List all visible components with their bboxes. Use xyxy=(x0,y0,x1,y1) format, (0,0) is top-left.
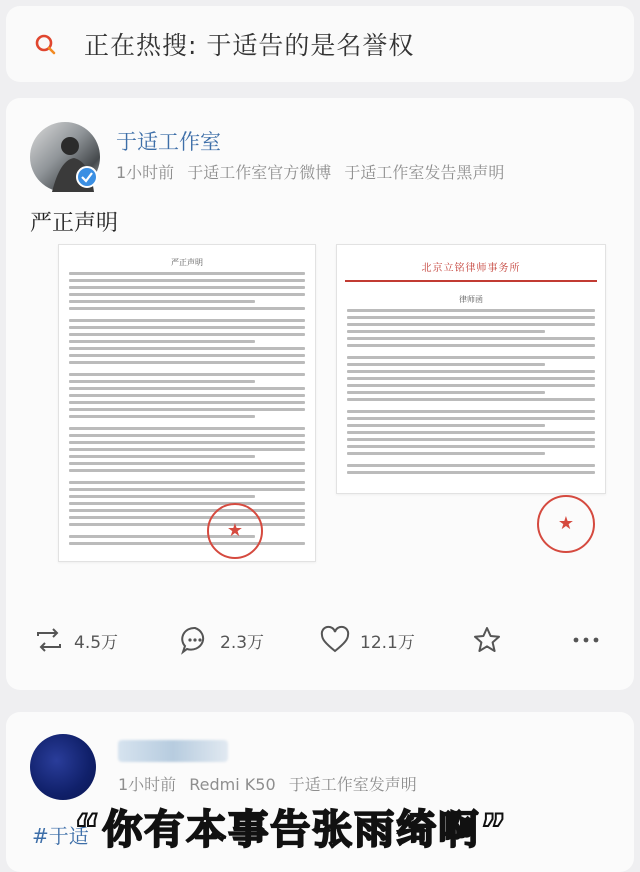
document-text-line xyxy=(69,279,305,282)
law-firm-name: 北京立铭律师事务所 xyxy=(421,263,521,274)
document-text-line xyxy=(347,377,595,380)
document-text-line xyxy=(69,354,305,357)
post-text: 严正声明 xyxy=(30,211,119,236)
post-device: Redmi K50 xyxy=(189,775,276,794)
document-text-line xyxy=(69,434,305,437)
weibo-post xyxy=(6,98,634,690)
repost-button[interactable] xyxy=(34,620,118,660)
document-text-line xyxy=(69,523,305,526)
letter-subtitle: 律师函 xyxy=(459,295,483,304)
document-text-line xyxy=(69,340,255,343)
document-text-line xyxy=(69,361,305,364)
document-text-line xyxy=(69,286,305,289)
document-text-line xyxy=(347,330,545,333)
post-topic[interactable]: 于适工作室发声明 xyxy=(288,775,417,794)
document-text-line xyxy=(69,408,305,411)
post-topic[interactable]: 于适工作室发告黑声明 xyxy=(344,163,505,182)
weibo-post-2 xyxy=(6,712,634,872)
document-text-line xyxy=(347,323,595,326)
document-text-line xyxy=(69,300,255,303)
lawyer-letter-image[interactable] xyxy=(336,244,606,534)
document-text-line xyxy=(69,415,255,418)
comment-count: 2.3万 xyxy=(220,632,265,653)
document-text-line xyxy=(69,481,305,484)
seal-stamp-icon: ★ xyxy=(537,495,595,553)
hashtag-link[interactable]: #于适 xyxy=(32,824,89,848)
document-text-line xyxy=(69,502,305,505)
document-text-line xyxy=(347,316,595,319)
document-text-line xyxy=(347,431,595,434)
document-text-line xyxy=(69,319,305,322)
document-text-line xyxy=(347,384,595,387)
post-meta xyxy=(116,160,512,183)
author-name[interactable]: 于适工作室 xyxy=(116,130,221,154)
comment-button[interactable] xyxy=(180,620,264,660)
star-icon xyxy=(472,625,502,655)
document-text-line xyxy=(69,326,305,329)
letterhead-divider xyxy=(345,280,597,282)
document-text-line xyxy=(347,464,595,467)
document-text-line xyxy=(69,495,255,498)
seal-stamp-icon: ★ xyxy=(207,503,263,559)
heart-icon xyxy=(320,626,350,654)
post-source: 于适工作室官方微博 xyxy=(187,163,332,182)
document-text-line xyxy=(69,380,255,383)
repost-count: 4.5万 xyxy=(74,632,119,653)
document-text-line xyxy=(347,370,595,373)
document-text-line xyxy=(347,417,595,420)
document-text-line xyxy=(347,471,595,474)
more-dots-icon xyxy=(572,635,600,645)
document-text-line xyxy=(347,344,595,347)
document-text-line xyxy=(69,509,305,512)
document-text-line xyxy=(69,333,305,336)
document-text-line xyxy=(69,448,305,451)
document-text-line xyxy=(69,455,255,458)
document-text-line xyxy=(69,394,305,397)
doc-title: 严正声明 xyxy=(171,258,203,267)
blurred-author-name[interactable] xyxy=(118,740,228,762)
comment-icon xyxy=(180,625,210,655)
post-time: 1小时前 xyxy=(118,775,177,794)
document-text-line xyxy=(69,516,305,519)
document-text-line xyxy=(347,452,545,455)
search-icon xyxy=(34,32,58,56)
document-text-line xyxy=(347,391,545,394)
favorite-button[interactable] xyxy=(472,620,512,660)
like-button[interactable] xyxy=(320,620,415,660)
document-text-line xyxy=(347,445,595,448)
video-caption-overlay: “你有本事告张雨绮啊” xyxy=(74,807,509,853)
verified-badge-icon xyxy=(76,166,98,188)
post-time: 1小时前 xyxy=(116,163,175,182)
document-text-line xyxy=(69,462,305,465)
search-bar[interactable] xyxy=(6,6,634,82)
document-text-line xyxy=(69,373,305,376)
post-meta xyxy=(118,772,425,795)
document-text-line xyxy=(347,398,595,401)
document-text-line xyxy=(69,441,305,444)
like-count: 12.1万 xyxy=(360,632,415,653)
action-bar xyxy=(6,620,634,660)
avatar[interactable] xyxy=(30,734,96,800)
document-text-line xyxy=(69,387,305,390)
document-text-line xyxy=(69,427,305,430)
document-text-line xyxy=(69,488,305,491)
document-text-line xyxy=(347,337,595,340)
document-text-line xyxy=(347,309,595,312)
document-text-line xyxy=(347,424,545,427)
document-text-line xyxy=(347,438,595,441)
statement-document-image[interactable] xyxy=(58,244,316,562)
document-text-line xyxy=(347,356,595,359)
document-text-line xyxy=(69,542,305,545)
document-text-line xyxy=(69,307,305,310)
document-text-line xyxy=(347,363,545,366)
more-button[interactable] xyxy=(572,620,610,660)
document-text-line xyxy=(69,293,305,296)
document-text-line xyxy=(69,347,305,350)
document-text-line xyxy=(347,410,595,413)
document-text-line xyxy=(69,272,305,275)
hot-search-text[interactable]: 正在热搜: 于适告的是名誉权 xyxy=(84,31,415,60)
repost-icon xyxy=(34,626,64,654)
document-text-line xyxy=(69,401,305,404)
document-text-line xyxy=(69,469,305,472)
